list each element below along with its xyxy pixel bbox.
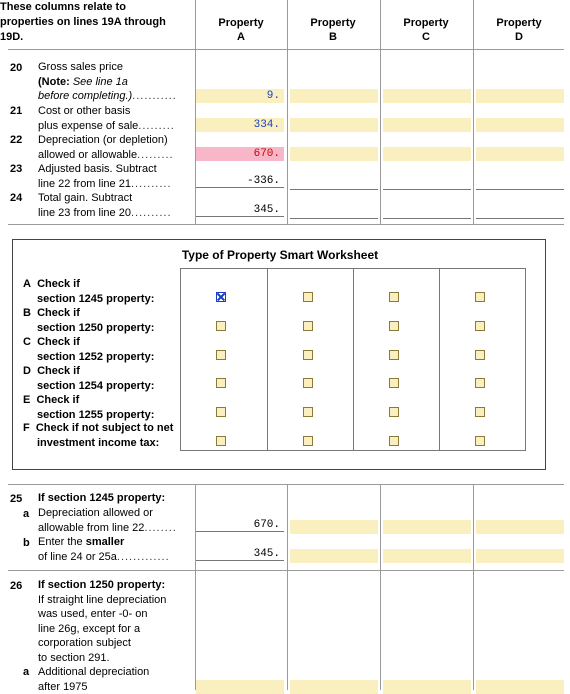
checkbox-e-property-a[interactable] — [216, 407, 226, 417]
line25a-property-b-input[interactable] — [290, 520, 378, 534]
checkbox-d-property-d[interactable] — [475, 378, 485, 388]
line24-c-underline — [383, 218, 471, 219]
header-divider — [8, 49, 564, 50]
line26-label: If section 1250 property: If straight line depreciation was used, enter -0- on line 26g, except for a corporation subject to section 291. — [38, 579, 167, 664]
checkbox-b-property-d[interactable] — [475, 321, 485, 331]
column-header-b: Property B — [310, 17, 356, 43]
column-divider — [287, 0, 288, 225]
intro-line: 19D. — [0, 31, 24, 43]
line23-label: Adjusted basis. Subtract line 22 from line 21.......... — [38, 163, 172, 190]
line26a-letter: a — [23, 666, 30, 678]
checkbox-e-property-d[interactable] — [475, 407, 485, 417]
line25a-label: Depreciation allowed or allowable from line 22........ — [38, 507, 177, 534]
checkbox-c-property-b[interactable] — [303, 350, 313, 360]
checkbox-e-property-b[interactable] — [303, 407, 313, 417]
line20-label: Gross sales price (Note: See line 1a before completing.)........... — [38, 61, 177, 102]
line26a-label: Additional depreciation after 1975 — [38, 666, 150, 693]
checkbox-b-property-c[interactable] — [389, 321, 399, 331]
worksheet-title: Type of Property Smart Worksheet — [181, 248, 379, 262]
line24-property-a-value: 345. — [196, 203, 284, 217]
columns-intro — [0, 0, 180, 45]
checkbox-f-property-c[interactable] — [389, 436, 399, 446]
line26a-property-c-input[interactable] — [383, 680, 471, 694]
worksheet-row-e-label: E Check if section 1255 property: — [23, 394, 155, 421]
section-divider — [8, 484, 564, 485]
line25-title: If section 1245 property: — [38, 492, 166, 504]
line20-property-d-input[interactable] — [476, 89, 564, 103]
line22-property-d-input[interactable] — [476, 147, 564, 161]
checkbox-f-property-d[interactable] — [475, 436, 485, 446]
column-header-d: Property D — [496, 17, 542, 43]
intro-line: properties on lines 19A through — [0, 16, 166, 28]
checkbox-a-property-c[interactable] — [389, 292, 399, 302]
checkbox-c-property-c[interactable] — [389, 350, 399, 360]
line24-label: Total gain. Subtract line 23 from line 20.......... — [38, 192, 172, 219]
line25b-property-b-input[interactable] — [290, 549, 378, 563]
checkbox-d-property-c[interactable] — [389, 378, 399, 388]
checkbox-a-property-b[interactable] — [303, 292, 313, 302]
line21-property-d-input[interactable] — [476, 118, 564, 132]
checkbox-c-property-a[interactable] — [216, 350, 226, 360]
worksheet-row-d-label: D Check if section 1254 property: — [23, 365, 155, 392]
line-number: 23 — [10, 163, 23, 175]
line26a-property-d-input[interactable] — [476, 680, 564, 694]
checkbox-f-property-a[interactable] — [216, 436, 226, 446]
line23-d-underline — [476, 189, 564, 190]
line-number: 22 — [10, 134, 23, 146]
column-divider — [195, 484, 196, 690]
line24-b-underline — [290, 218, 378, 219]
line26a-property-b-input[interactable] — [290, 680, 378, 694]
column-header-a: Property A — [218, 17, 264, 43]
line25a-property-d-input[interactable] — [476, 520, 564, 534]
column-header-c: Property C — [403, 17, 449, 43]
line23-c-underline — [383, 189, 471, 190]
section-divider — [8, 570, 564, 571]
column-divider — [195, 0, 196, 225]
checkbox-b-property-b[interactable] — [303, 321, 313, 331]
line25a-letter: a — [23, 508, 30, 520]
line24-d-underline — [476, 218, 564, 219]
checkbox-d-property-b[interactable] — [303, 378, 313, 388]
line20-property-a-input[interactable]: 9. — [196, 89, 284, 103]
line21-property-c-input[interactable] — [383, 118, 471, 132]
checkbox-f-property-b[interactable] — [303, 436, 313, 446]
line25b-letter: b — [23, 537, 30, 549]
line25a-property-c-input[interactable] — [383, 520, 471, 534]
line23-property-a-value: -336. — [196, 174, 284, 188]
line-number: 24 — [10, 192, 23, 204]
checkbox-c-property-d[interactable] — [475, 350, 485, 360]
line-number: 26 — [10, 580, 23, 592]
line25b-property-c-input[interactable] — [383, 549, 471, 563]
column-divider — [287, 484, 288, 690]
line25b-property-d-input[interactable] — [476, 549, 564, 563]
line20-property-b-input[interactable] — [290, 89, 378, 103]
checkbox-e-property-c[interactable] — [389, 407, 399, 417]
checkbox-b-property-a[interactable] — [216, 321, 226, 331]
property-type-worksheet — [12, 239, 546, 470]
checkbox-a-property-d[interactable] — [475, 292, 485, 302]
intro-line: These columns relate to — [0, 1, 126, 13]
column-divider — [380, 0, 381, 225]
worksheet-row-f-label: F Check if not subject to net investment income tax: — [23, 422, 174, 449]
line20-property-c-input[interactable] — [383, 89, 471, 103]
line25b-label: Enter the smaller of line 24 or 25a............. — [38, 536, 170, 563]
worksheet-row-b-label: B Check if section 1250 property: — [23, 307, 155, 334]
worksheet-row-c-label: C Check if section 1252 property: — [23, 336, 155, 363]
line22-property-c-input[interactable] — [383, 147, 471, 161]
line22-property-a-input[interactable]: 670. — [196, 147, 284, 161]
line23-b-underline — [290, 189, 378, 190]
line21-property-b-input[interactable] — [290, 118, 378, 132]
line-number: 25 — [10, 493, 23, 505]
line25b-property-a-value: 345. — [196, 547, 284, 561]
column-divider — [380, 484, 381, 690]
line21-label: Cost or other basis plus expense of sale......... — [38, 105, 175, 132]
line22-label: Depreciation (or depletion) allowed or allowable......... — [38, 134, 174, 161]
column-divider — [473, 0, 474, 225]
line21-property-a-input[interactable]: 334. — [196, 118, 284, 132]
column-divider — [473, 484, 474, 690]
worksheet-row-a-label: A Check if section 1245 property: — [23, 278, 155, 305]
line26a-property-a-input[interactable] — [196, 680, 284, 694]
line25a-property-a-value: 670. — [196, 518, 284, 532]
section-divider — [8, 224, 564, 225]
checkbox-d-property-a[interactable] — [216, 378, 226, 388]
line-number: 21 — [10, 105, 23, 117]
checkbox-a-property-a[interactable] — [216, 292, 226, 302]
line22-property-b-input[interactable] — [290, 147, 378, 161]
line-number: 20 — [10, 62, 23, 74]
